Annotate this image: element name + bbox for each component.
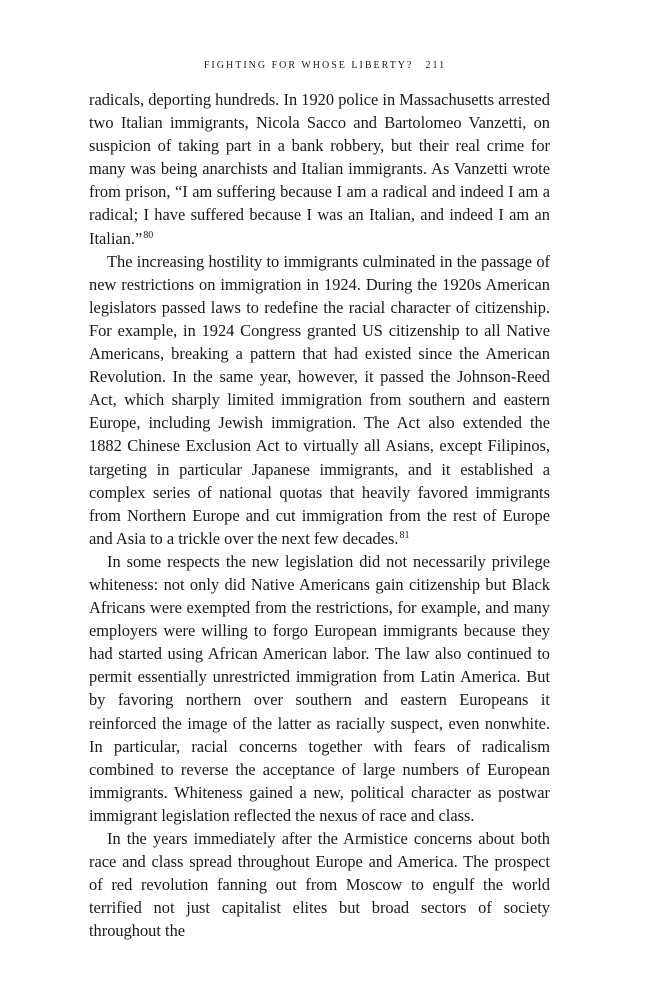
paragraph-3-text: In some respects the new legislation did not necessarily privilege whiteness: not only did Native Americans gain citizenship but Black Africans were exempted from the restrictions, for example, and many employers were willing to forgo European immigrants because they had started using African American labor. The law also continued to permit essentially unrestricted immigration from Latin America. But by favoring northern over southern and eastern Europeans it reinforced the image of the latter as racially suspect, even nonwhite. In particular, racial concerns together with fears of radicalism combined to reverse the acceptance of large numbers of European immigrants. Whiteness gained a new, political character as postwar immigrant legislation reflected the nexus of race and class. <box>89 551 550 825</box>
paragraph-4 <box>89 827 550 942</box>
paragraph-3 <box>89 550 550 827</box>
footnote-ref-81: 81 <box>399 529 410 541</box>
paragraph-2 <box>89 250 550 550</box>
page-number: 211 <box>425 60 447 71</box>
paragraph-1-text: radicals, deporting hundreds. In 1920 police in Massachusetts arrested two Italian immigrants, Nicola Sacco and Bartolomeo Vanzetti, on suspicion of taking part in a bank robbery, but their real crime for many was being anarchists and Italian immigrants. As Vanzetti wrote from prison, “I am suffering because I am a radical and indeed I am a radical; I have suffered because I was an Italian, and indeed I am an Italian.” <box>89 90 550 248</box>
paragraph-2-text: The increasing hostility to immigrants culminated in the passage of new restrictions on immigration in 1924. During the 1920s American legislators passed laws to redefine the racial character of citizenship. For example, in 1924 Congress granted US citizenship to all Native Americans, breaking a pattern that had existed since the American Revolution. In the same year, however, it passed the Johnson-Reed Act, which sharply limited immigration from southern and eastern Europe, including Jewish immigration. The Act also extended the 1882 Chinese Exclusion Act to virtually all Asians, except Filipinos, targeting in particular Japanese immigrants, and it established a complex series of national quotas that heavily favored immigrants from Northern Europe and cut immigration from the rest of Europe and Asia to a trickle over the next few decades. <box>89 251 550 548</box>
running-head <box>0 60 650 71</box>
paragraph-4-text: In the years immediately after the Armistice concerns about both race and class spread throughout Europe and America. The prospect of red revolution fanning out from Moscow to engulf the world terrified not just capitalist elites but broad sectors of society throughout the <box>89 829 550 941</box>
paragraph-1 <box>89 88 550 250</box>
footnote-ref-80: 80 <box>143 229 154 241</box>
body-text <box>89 88 550 942</box>
running-head-title: FIGHTING FOR WHOSE LIBERTY? <box>203 60 414 71</box>
